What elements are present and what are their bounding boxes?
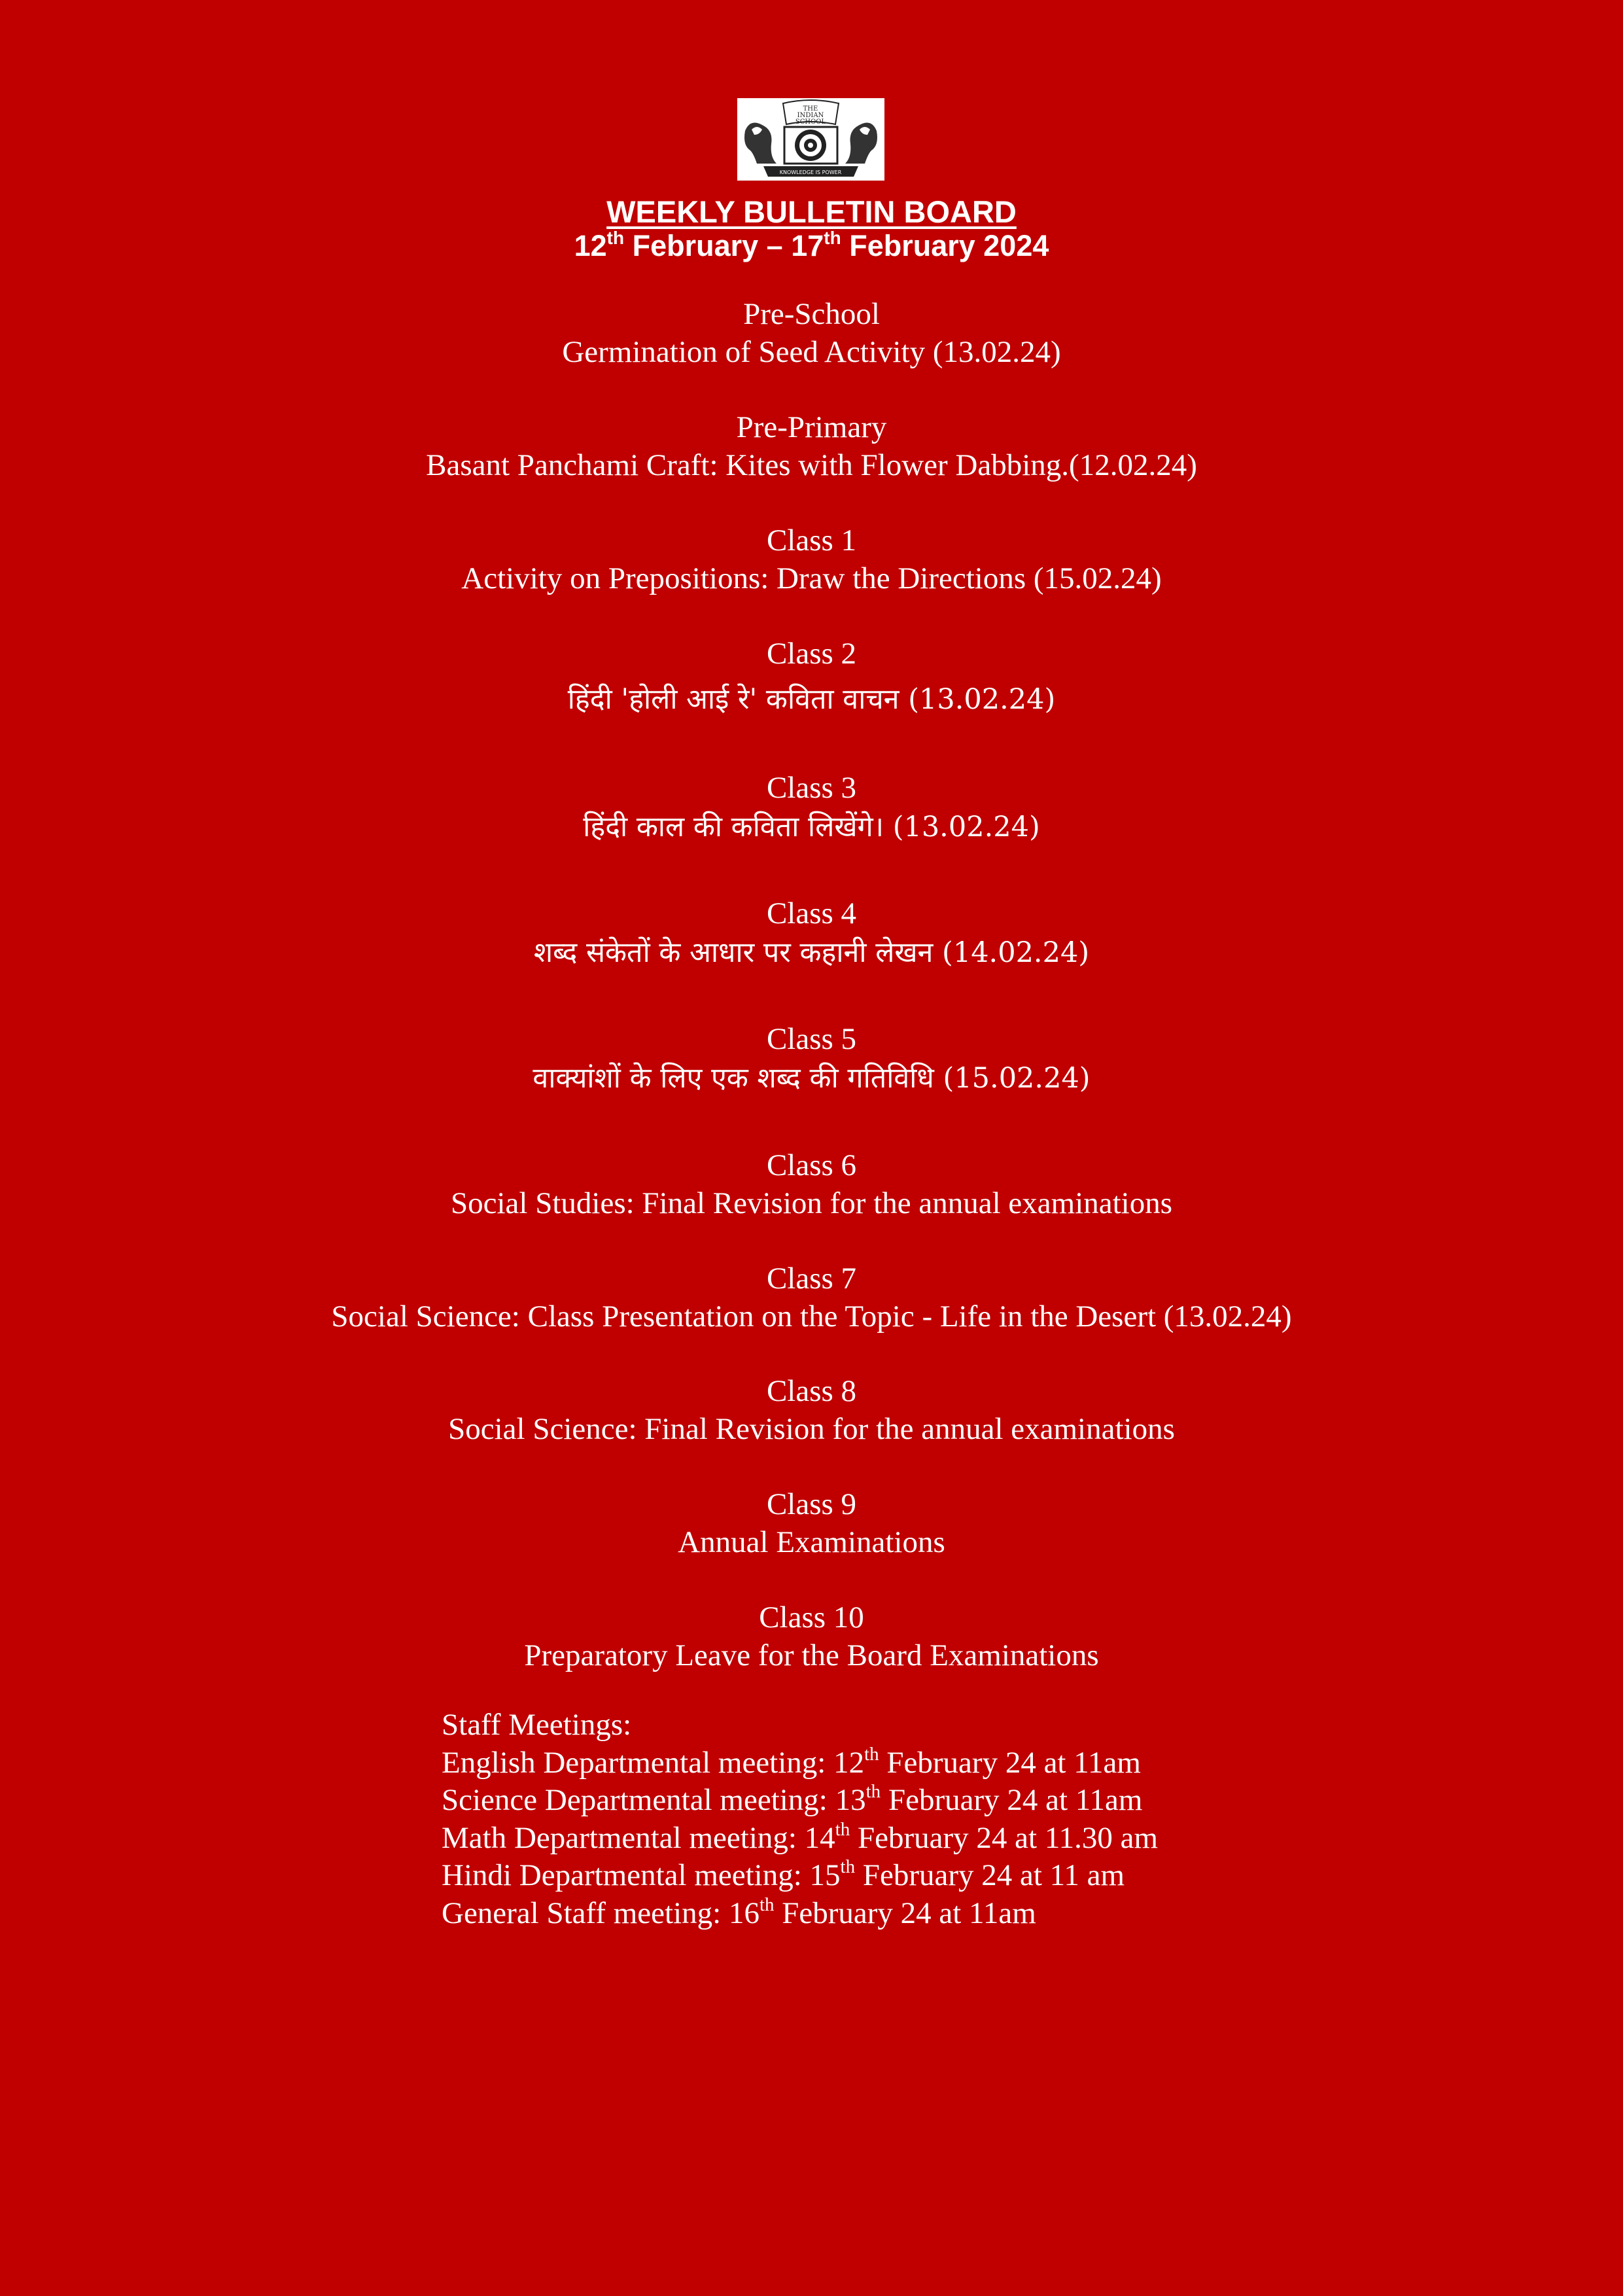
staff-meetings [442,1706,1158,1932]
meeting-time: February 24 at 11.30 am [850,1820,1159,1855]
section-detail: Germination of Seed Activity (13.02.24) [562,335,1061,369]
meeting-ordinal: th [865,1781,881,1802]
date-range [0,229,1623,263]
section-heading: Class 10 [759,1600,864,1634]
meeting-text: Science Departmental meeting: 13 [442,1783,866,1817]
date-end-suffix: th [824,228,841,248]
section-class-2 [0,635,1623,718]
section-heading: Class 3 [766,771,857,805]
section-class-6 [0,1146,1623,1222]
section-heading: Pre-School [743,297,880,331]
section-detail: Activity on Prepositions: Draw the Directions (15.02.24) [461,561,1162,595]
section-detail: Basant Panchami Craft: Kites with Flower Dabbing.(12.02.24) [426,448,1197,482]
section-detail: Social Studies: Final Revision for the annual examinations [450,1186,1173,1220]
date-start-rest: February – 17 [624,229,824,262]
section-class-10 [0,1598,1623,1674]
staff-meeting-item [442,1857,1158,1895]
logo-line-2: INDIAN [797,112,824,119]
section-detail: हिंदी काल की कविता लिखेंगे। (13.02.24) [583,811,1040,843]
section-heading: Class 4 [766,896,857,930]
staff-meeting-item [442,1820,1158,1858]
meeting-text: Hindi Departmental meeting: 15 [442,1858,841,1892]
meeting-time: February 24 at 11am [881,1783,1143,1817]
meeting-text: General Staff meeting: 16 [442,1896,759,1930]
section-detail: हिंदी 'होली आई रे' कविता वाचन (13.02.24) [567,683,1056,716]
staff-meeting-item [442,1744,1158,1782]
meeting-ordinal: th [759,1894,775,1915]
section-class-7 [0,1260,1623,1335]
section-class-5 [0,1020,1623,1097]
staff-meetings-heading: Staff Meetings: [442,1708,632,1742]
section-pre-primary [0,408,1623,484]
section-pre-school [0,295,1623,371]
section-heading: Class 5 [766,1022,857,1056]
date-end-rest: February 2024 [841,229,1049,262]
bulletin-title: WEEKLY BULLETIN BOARD [606,194,1017,229]
school-logo [737,98,884,181]
section-class-3 [0,769,1623,846]
section-class-9 [0,1485,1623,1561]
meeting-text: English Departmental meeting: 12 [442,1745,865,1780]
staff-meeting-item [442,1895,1158,1933]
meeting-ordinal: th [840,1856,856,1877]
section-heading: Class 6 [766,1148,857,1182]
section-detail: Preparatory Leave for the Board Examinations [524,1638,1099,1672]
meeting-time: February 24 at 11am [774,1896,1036,1930]
section-heading: Class 9 [766,1487,857,1521]
staff-meeting-item [442,1782,1158,1820]
section-class-8 [0,1372,1623,1448]
section-heading: Class 7 [766,1262,857,1296]
section-detail: वाक्यांशों के लिए एक शब्द की गतिविधि (15.02.24) [532,1062,1091,1095]
meeting-ordinal: th [864,1743,879,1765]
section-detail: Social Science: Final Revision for the annual examinations [448,1412,1175,1446]
meeting-time: February 24 at 11 am [855,1858,1125,1892]
date-start-day: 12 [574,229,607,262]
meeting-ordinal: th [835,1818,850,1840]
meeting-text: Math Departmental meeting: 14 [442,1820,835,1855]
meeting-time: February 24 at 11am [879,1745,1141,1780]
logo-line-3: SCHOOL [795,118,826,126]
logo-line-1: THE [803,105,818,113]
section-detail: Social Science: Class Presentation on the Topic - Life in the Desert (13.02.24) [331,1299,1292,1333]
section-heading: Pre-Primary [736,410,887,444]
logo-motto: KNOWLEDGE IS POWER [779,169,842,175]
section-detail: Annual Examinations [678,1525,945,1559]
date-start-suffix: th [606,228,625,248]
section-class-4 [0,894,1623,972]
section-class-1 [0,521,1623,597]
section-heading: Class 8 [766,1374,857,1408]
section-detail: शब्द संकेतों के आधार पर कहानी लेखन (14.02.24) [533,936,1090,969]
section-heading: Class 2 [766,637,857,671]
section-heading: Class 1 [766,523,857,557]
